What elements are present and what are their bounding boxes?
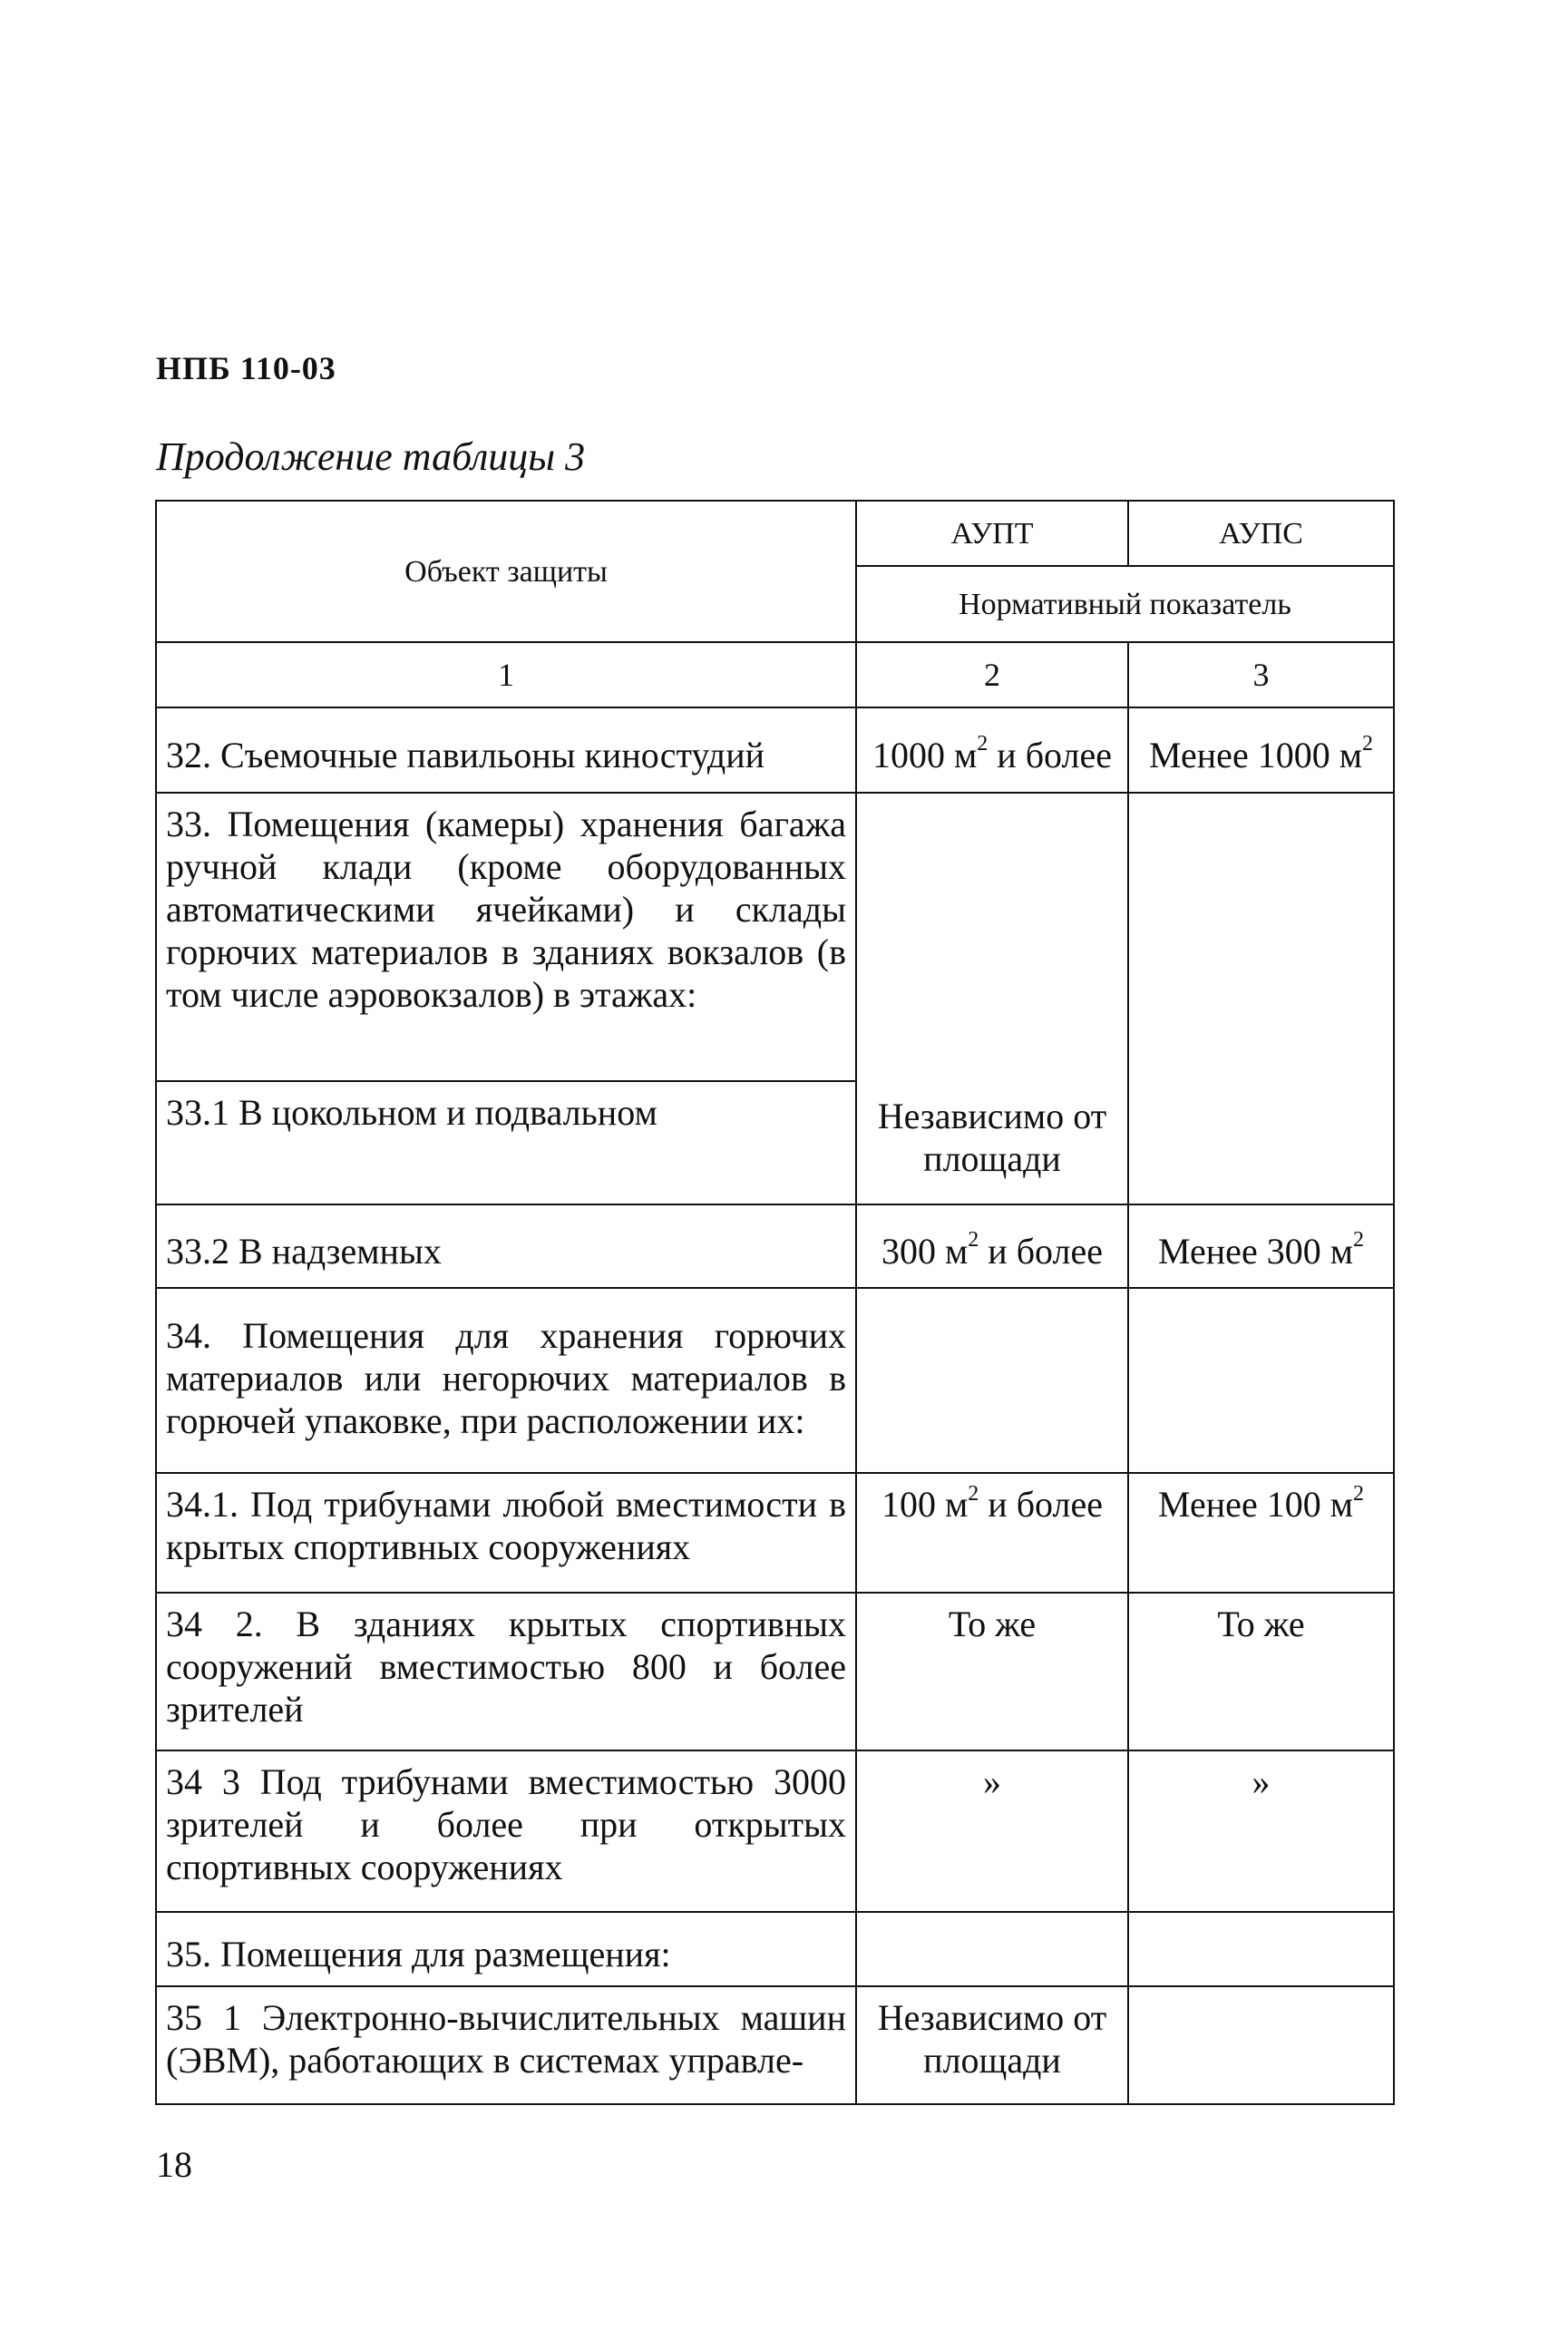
row-aups: Менее 1000 $м^2$ xyxy=(1128,707,1394,793)
row-object: 33.2 В надземных xyxy=(156,1204,856,1288)
col-number-3: 3 xyxy=(1128,642,1394,707)
table-row xyxy=(156,1288,1394,1473)
row-object: 34.1. Под трибунами любой вместимости в крытых спортивных сооружениях xyxy=(156,1473,856,1593)
table-row xyxy=(156,1986,1394,2104)
row-object: 35. Помещения для размещения: xyxy=(156,1912,856,1986)
row-aups: Менее 100 $м^2$ xyxy=(1128,1473,1394,1593)
row-aups: » xyxy=(1128,1750,1394,1912)
row-aupt: Независимо от площади xyxy=(856,793,1128,1204)
row-aups xyxy=(1128,1986,1394,2104)
document-code: НПБ 110-03 xyxy=(156,350,336,386)
row-aupt xyxy=(856,1288,1128,1473)
col-number-2: 2 xyxy=(856,642,1128,707)
row-object: 34 2. В зданиях крытых спортивных сооружений вместимостью 800 и более зрителей xyxy=(156,1593,856,1750)
row-aupt: 300 $м^2$ и более xyxy=(856,1204,1128,1288)
table-row xyxy=(156,707,1394,793)
header-row-top xyxy=(156,501,1394,566)
row-aupt: 100 $м^2$ и более xyxy=(856,1473,1128,1593)
row-aups: То же xyxy=(1128,1593,1394,1750)
table-row xyxy=(156,1750,1394,1912)
row-object: 35 1 Электронно-вычислительных машин (ЭВМ), работающих в системах управле- xyxy=(156,1986,856,2104)
row-aups xyxy=(1128,1288,1394,1473)
row-object: 33.1 В цокольном и подвальном xyxy=(156,1081,856,1204)
table-caption: Продолжение таблицы 3 xyxy=(156,434,586,479)
row-aupt xyxy=(856,1912,1128,1986)
table-row xyxy=(156,1204,1394,1288)
header-aupt: АУПТ xyxy=(856,501,1128,566)
header-object: Объект защиты xyxy=(156,501,856,642)
table-row xyxy=(156,1473,1394,1593)
row-object: 33. Помещения (камеры) хранения багажа ручной клади (кроме оборудованных автоматическими ячейками) и склады горючих материалов в зданиях вокзалов (в том числе аэровокзалов) в этажах: xyxy=(156,793,856,1081)
row-aupt: Независимо от площади xyxy=(856,1986,1128,2104)
row-object: 34. Помещения для хранения горючих материалов или негорючих материалов в горючей упаковке, при расположении их: xyxy=(156,1288,856,1473)
row-object: 32. Съемочные павильоны киностудий xyxy=(156,707,856,793)
row-aups xyxy=(1128,1912,1394,1986)
table-row xyxy=(156,1912,1394,1986)
row-aupt: 1000 $м^2$ и более xyxy=(856,707,1128,793)
protection-table xyxy=(155,500,1395,2105)
col-number-1: 1 xyxy=(156,642,856,707)
column-number-row xyxy=(156,642,1394,707)
page-number: 18 xyxy=(156,2144,192,2185)
row-object: 34 3 Под трибунами вместимостью 3000 зрителей и более при открытых спортивных сооружениях xyxy=(156,1750,856,1912)
header-aups: АУПС xyxy=(1128,501,1394,566)
row-aupt: То же xyxy=(856,1593,1128,1750)
table-row xyxy=(156,793,1394,1081)
row-aups: Менее 300 $м^2$ xyxy=(1128,1204,1394,1288)
row-aups xyxy=(1128,793,1394,1204)
table-row xyxy=(156,1593,1394,1750)
header-normative: Нормативный показатель xyxy=(856,566,1394,642)
row-aupt: » xyxy=(856,1750,1128,1912)
